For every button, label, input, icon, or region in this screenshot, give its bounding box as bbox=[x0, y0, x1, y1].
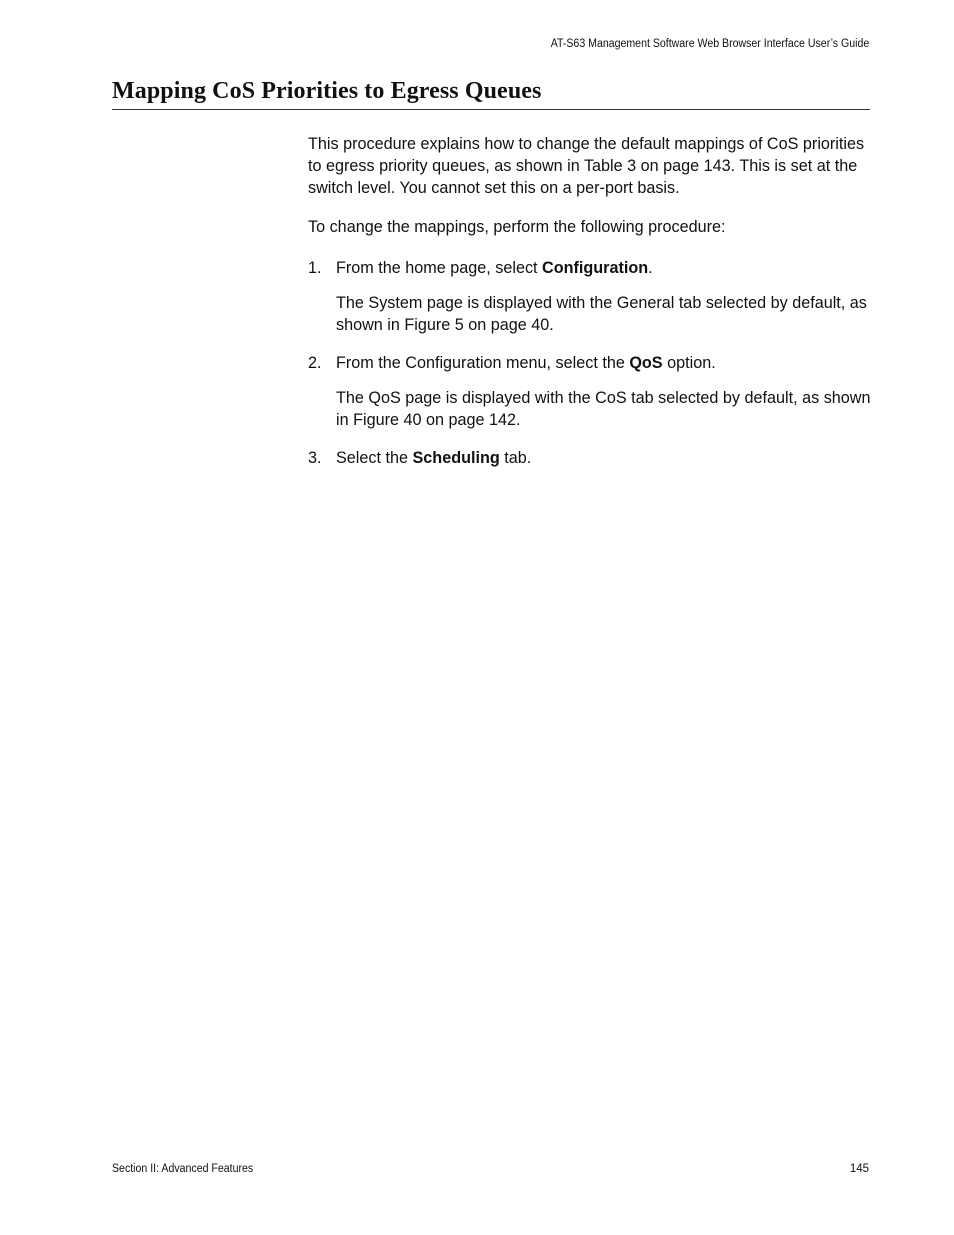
step-number: 3. bbox=[308, 449, 322, 467]
step-3 bbox=[308, 447, 874, 469]
step-text: From the Configuration menu, select the QoS option. bbox=[336, 354, 716, 372]
page-number: 145 bbox=[849, 1163, 869, 1175]
page-title: Mapping CoS Priorities to Egress Queues bbox=[112, 78, 542, 104]
intro-paragraph: This procedure explains how to change the default mappings of CoS priorities to egress priority queues, as shown in Table 3 on page 143. This is set at the switch level. You cannot set this on a per-port basis. bbox=[308, 135, 865, 197]
step-1 bbox=[308, 257, 874, 279]
footer-section-label: Section II: Advanced Features bbox=[112, 1163, 254, 1175]
ui-term-scheduling: Scheduling bbox=[412, 449, 500, 467]
step-text: From the home page, select Configuration. bbox=[336, 259, 653, 277]
step-1-description: The System page is displayed with the General tab selected by default, as shown in Figure 5 on page 40. bbox=[336, 294, 867, 334]
step-text: Select the Scheduling tab. bbox=[336, 449, 532, 467]
section-title-block bbox=[112, 78, 870, 110]
step-2-description: The QoS page is displayed with the CoS tab selected by default, as shown in Figure 40 on page 142. bbox=[336, 389, 871, 429]
step-2 bbox=[308, 352, 874, 374]
section-body bbox=[308, 133, 874, 482]
step-number: 2. bbox=[308, 354, 322, 372]
step-number: 1. bbox=[308, 259, 322, 277]
running-header: AT-S63 Management Software Web Browser Interface User’s Guide bbox=[550, 38, 869, 50]
lead-in-paragraph: To change the mappings, perform the following procedure: bbox=[308, 218, 726, 236]
ui-term-configuration: Configuration bbox=[542, 259, 649, 277]
ui-term-qos: QoS bbox=[629, 354, 663, 372]
